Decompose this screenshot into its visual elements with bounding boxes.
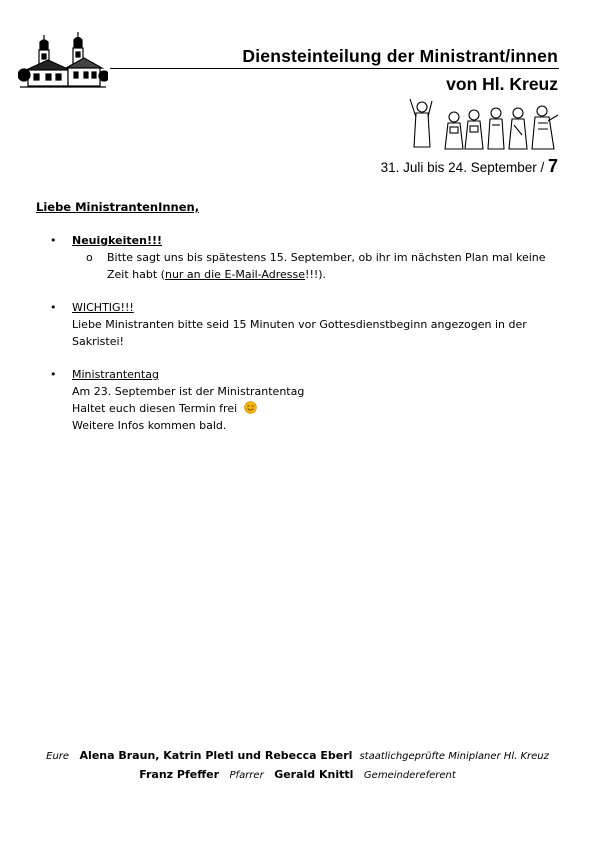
announcement-list — [36, 232, 561, 450]
signature-line-staff — [0, 768, 595, 781]
planner-names: Alena Braun, Katrin Pletl und Rebecca Eberl — [79, 749, 353, 762]
referent-role: Gemeindereferent — [363, 770, 456, 781]
item-text: Liebe Ministranten bitte seid 15 Minuten vor Gottesdienstbeginn angezogen in der Sakristei! — [72, 318, 527, 348]
referent-name: Gerald Knittl — [274, 768, 354, 781]
priest-name: Franz Pfeffer — [139, 768, 220, 781]
item-heading: WICHTIG!!! — [72, 301, 134, 314]
plan-number: 7 — [547, 156, 558, 176]
list-item — [36, 366, 561, 434]
item-heading: Ministrantentag — [72, 368, 159, 381]
item-text-line — [72, 400, 561, 417]
list-item — [36, 232, 561, 283]
item-text: Bitte sagt uns bis spätestens 15. September, ob ihr im nächsten Plan mal keine Zeit habt ( — [107, 251, 546, 281]
priest-role: Pfarrer — [229, 770, 264, 781]
document-subtitle: von Hl. Kreuz — [446, 74, 558, 94]
document-title: Diensteinteilung der Ministrant/innen — [242, 46, 558, 66]
title-divider — [110, 68, 559, 69]
circle-bullet-icon: o — [86, 251, 93, 264]
plan-date-range: 31. Juli bis 24. September / — [380, 160, 548, 175]
closing-word: Eure — [46, 751, 70, 762]
altar-servers-drawing-icon — [408, 95, 560, 153]
item-text: Weitere Infos kommen bald. — [72, 419, 227, 432]
planner-role: staatlichgeprüfte Miniplaner Hl. Kreuz — [359, 751, 549, 762]
item-text: Haltet euch diesen Termin frei — [72, 402, 238, 415]
item-text: !!!). — [305, 268, 327, 281]
sub-list — [72, 249, 561, 283]
plan-period — [381, 156, 558, 177]
bullet-icon: • — [50, 368, 57, 381]
item-heading: Neuigkeiten!!! — [72, 234, 162, 247]
item-text: Am 23. September ist der Ministrantentag — [72, 385, 305, 398]
smiling-face-icon — [244, 401, 257, 414]
church-drawing-icon — [18, 30, 108, 90]
list-item — [36, 299, 561, 350]
bullet-icon: • — [50, 301, 57, 314]
letter-greeting: Liebe MinistrantenInnen, — [36, 200, 200, 214]
email-only-note: nur an die E-Mail-Adresse — [164, 268, 306, 281]
bullet-icon: • — [50, 234, 57, 247]
signature-line-planners — [0, 749, 595, 762]
sub-list-item — [72, 249, 561, 283]
